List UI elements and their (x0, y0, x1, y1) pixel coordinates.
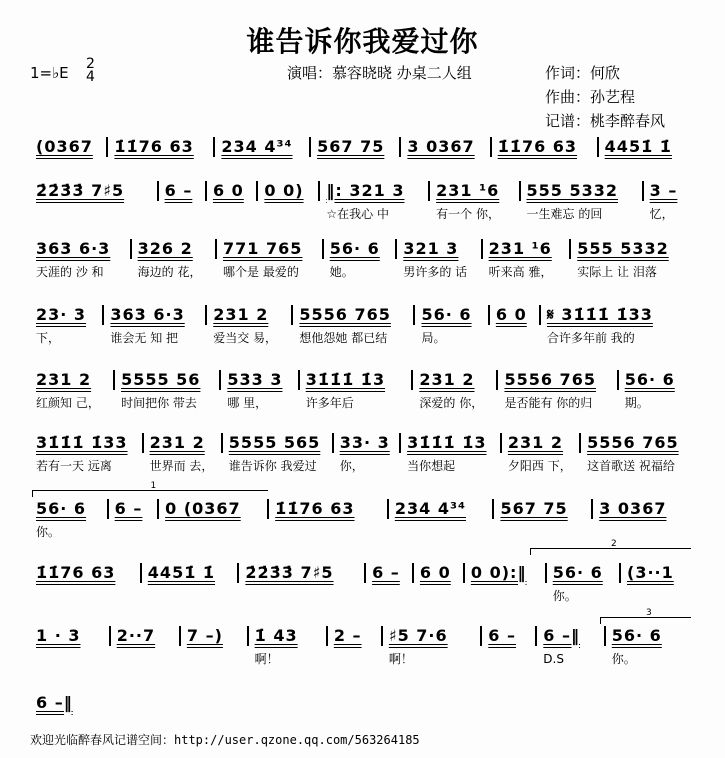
measure (181, 626, 249, 646)
measure-notes: 6 – (164, 181, 193, 200)
composer: 作曲：孙艺程 (545, 88, 636, 106)
measure-notes-box (30, 239, 132, 259)
measure (215, 137, 311, 157)
measure (502, 433, 581, 473)
score-line (30, 137, 690, 157)
measure-notes: 567 75 (317, 137, 385, 156)
measure-notes-box (300, 370, 414, 390)
score-line (30, 563, 690, 603)
measure-notes: 231 2 (419, 370, 475, 389)
measure (249, 626, 328, 666)
measure-notes-box (644, 181, 690, 201)
measure-notes: 5555 56 (121, 370, 201, 389)
measure-notes-box (30, 499, 109, 519)
measure (483, 239, 572, 279)
lyric: ☆在我心 中 (326, 207, 389, 221)
lyric: 当你想起 (407, 459, 456, 473)
measure-notes-box (132, 239, 217, 259)
lyric: 是否能有 你的归 (504, 396, 593, 410)
measure-notes: 231 2 (149, 433, 205, 452)
measure-notes-box (621, 563, 690, 583)
measure (109, 499, 159, 519)
score-line (30, 239, 690, 279)
measure-notes: 234 4³⁴ (394, 499, 466, 518)
measure-notes-box (521, 181, 644, 201)
measure (207, 305, 293, 345)
lyric: 下， (36, 331, 61, 345)
lyric: 深爱的 你， (419, 396, 484, 410)
lyric: 合许多年前 我的 (546, 331, 635, 345)
measure (389, 499, 495, 519)
measure-notes-box (30, 626, 111, 646)
measure-notes-box (207, 305, 293, 325)
measure (30, 626, 111, 646)
measure-notes-box (413, 370, 498, 390)
measure (599, 137, 690, 157)
measure-notes: 3 0367 (599, 499, 667, 518)
measure-notes-box (619, 370, 690, 390)
measure-notes-box (258, 181, 320, 201)
measure (465, 563, 547, 583)
lyric: 天涯的 沙 和 (36, 265, 104, 279)
measure-notes: 6 –‖ (36, 693, 73, 712)
measure-notes-box (606, 626, 690, 646)
measure-notes-box (547, 563, 621, 583)
measure-notes-box (502, 433, 581, 453)
measure (311, 137, 401, 157)
measure-notes: 2̇2̇3̇3̇ 7♯5 (36, 181, 125, 200)
measure-notes: 2̇2̇3̇3̇ 7♯5 (245, 563, 334, 582)
lyric: 夕阳西 下， (507, 459, 572, 473)
measure-notes: 533 3 (227, 370, 283, 389)
measure-notes-box (30, 693, 100, 713)
score-line (30, 305, 690, 345)
measure-notes-box (397, 239, 482, 259)
measure-notes: 567 75 (500, 499, 568, 518)
measure-notes-box (537, 626, 605, 646)
measure (142, 563, 240, 583)
measure (606, 626, 690, 666)
measure-notes-box (207, 181, 258, 201)
lyric: 世界而 去， (149, 459, 214, 473)
measure-notes: ‖: 321 3 (326, 181, 405, 200)
measure-notes-box (30, 370, 115, 390)
measure-notes-box (465, 563, 547, 583)
measure-notes-box (599, 137, 690, 157)
lyric: 许多年后 (305, 396, 354, 410)
measure (217, 239, 324, 279)
measure-notes-box (494, 499, 593, 519)
measure-notes: (3··1 (627, 563, 674, 582)
measure (383, 626, 482, 666)
measure-notes: 1̇ 43 (254, 626, 298, 645)
measure-notes: 326 2 (137, 239, 193, 258)
measure (300, 370, 414, 410)
measure-notes-box (104, 305, 207, 325)
lyric: 听来高 雅， (488, 265, 553, 279)
measure-notes: 0 (0367 (165, 499, 241, 518)
measure (111, 626, 181, 646)
measure-notes: 56· 6 (329, 239, 380, 258)
lyric: 海边的 花， (137, 265, 202, 279)
measure-notes-box (541, 305, 690, 325)
measure (269, 499, 389, 519)
measure-notes: 1̇1̇76 63 (275, 499, 355, 518)
measure-notes: 2··7 (116, 626, 156, 645)
lyric: 红颜知 己， (36, 396, 100, 410)
measure-notes: 56· 6 (36, 499, 87, 518)
measure (30, 563, 142, 583)
lyric: 忆， (649, 207, 674, 221)
measure-notes-box (430, 181, 520, 201)
measure (414, 563, 465, 583)
lyric: 啊！ (254, 652, 279, 666)
measure-notes: 3 0367 (407, 137, 475, 156)
measure-notes: 1̇1̇76 63 (497, 137, 578, 156)
time-bottom: 4 (86, 69, 95, 85)
measure-notes-box (111, 626, 181, 646)
measure (328, 626, 383, 646)
measure-notes-box (581, 433, 690, 453)
lyric: 爱当交 易， (213, 331, 278, 345)
measure (401, 137, 491, 157)
measure-notes: 56· 6 (624, 370, 675, 389)
measure (293, 305, 415, 345)
measure-notes-box (30, 305, 104, 325)
measure (104, 305, 207, 345)
lyric: 她。 (329, 265, 354, 279)
measure (415, 305, 489, 345)
measure-notes: 56· 6 (611, 626, 662, 645)
volta-2-label: 2 (611, 539, 617, 549)
lyric: 想他怨她 都已结 (299, 331, 388, 345)
measure (621, 563, 690, 583)
measure-notes-box (221, 370, 299, 390)
song-title: 谁告诉你我爱过你 (246, 25, 479, 58)
measure-notes: 4451̇ 1̇ (604, 137, 672, 156)
measure (494, 499, 593, 519)
lyric: D.S (543, 652, 564, 666)
measure-notes-box (30, 181, 159, 201)
measure-notes: 33· 3 (339, 433, 390, 452)
volta-3 (600, 608, 691, 624)
measure (258, 181, 320, 201)
measure-notes: 6 –‖ (543, 626, 580, 645)
transcriber: 记谱：桃李醉春风 (545, 112, 666, 130)
measure-notes-box (401, 433, 502, 453)
score-line (30, 626, 690, 666)
measure-notes-box (483, 239, 572, 259)
measure-notes: (0367 (36, 137, 93, 156)
measure-notes-box (215, 137, 311, 157)
score-line (30, 370, 690, 410)
measure (30, 239, 132, 279)
measure (30, 137, 108, 157)
measure-notes: 231 2 (213, 305, 269, 324)
measure-notes: 31̇1̇1̇ 1̇3 (305, 370, 386, 389)
measure-notes: 𝄋 31̇1̇1̇ 1̇33 (546, 305, 653, 324)
measure (482, 626, 537, 646)
measure (498, 370, 618, 410)
lyric: 期。 (624, 396, 649, 410)
lyric: 你。 (552, 589, 577, 603)
lyric: 谁会无 知 把 (110, 331, 179, 345)
measure-notes-box (181, 626, 249, 646)
measure (430, 181, 520, 221)
measure-notes-box (109, 499, 159, 519)
measure-notes-box (144, 433, 223, 453)
measure-notes-box (414, 563, 465, 583)
score-line (30, 499, 690, 539)
measure-notes: 1̇1̇76 63 (36, 563, 116, 582)
measure-notes-box (311, 137, 401, 157)
measure (644, 181, 690, 221)
measure-notes: 234 4³⁴ (221, 137, 293, 156)
score-line (30, 433, 690, 473)
measure-notes: 3 – (649, 181, 678, 200)
measure (581, 433, 690, 473)
measure-notes-box (108, 137, 215, 157)
lyric: 哪 里， (227, 396, 268, 410)
measure-notes-box (383, 626, 482, 646)
measure (30, 181, 159, 201)
measure (144, 433, 223, 473)
measure (320, 181, 430, 221)
singer: 演唱：慕容晓晓 办桌二人组 (287, 64, 472, 82)
volta-1 (32, 481, 268, 497)
measure-notes: 56· 6 (552, 563, 603, 582)
measure (30, 499, 109, 539)
measure-notes: 6 0 (419, 563, 451, 582)
measure-notes-box (334, 433, 401, 453)
measure (30, 433, 144, 473)
measure (334, 433, 401, 473)
lyric: 若有一天 远离 (36, 459, 112, 473)
measure (571, 239, 690, 279)
measure-notes: 555 5332 (526, 181, 618, 200)
measure-notes-box (328, 626, 383, 646)
measure (619, 370, 690, 410)
score-line (30, 693, 100, 713)
lyric: 男许多的 话 (403, 265, 468, 279)
measure-notes-box (159, 181, 207, 201)
footer-text: 欢迎光临醉春风记谱空间：http://user.qzone.qq.com/563264185 (30, 733, 420, 747)
measure (239, 563, 366, 583)
measure-notes: 2 – (333, 626, 362, 645)
measure-notes-box (498, 370, 618, 390)
time-top: 2 (86, 56, 95, 72)
measure-notes: 6 0 (495, 305, 527, 324)
key-signature: 1=♭E (30, 64, 69, 82)
measure-notes-box (492, 137, 599, 157)
measure (108, 137, 215, 157)
measure-notes: 0 0) (264, 181, 304, 200)
measure-notes-box (30, 433, 144, 453)
measure-notes: 231 ¹6 (436, 181, 500, 200)
lyric: 你。 (611, 652, 636, 666)
measure-notes: 31̇1̇1̇ 1̇3 (407, 433, 487, 452)
measure-notes-box (249, 626, 328, 646)
measure-notes-box (223, 433, 334, 453)
measure (159, 181, 207, 201)
measure-notes: 1 · 3 (36, 626, 81, 645)
measure (401, 433, 502, 473)
measure-notes: 363 6·3 (36, 239, 111, 258)
measure-notes-box (217, 239, 324, 259)
time-signature (86, 58, 95, 84)
measure (397, 239, 482, 279)
measure-notes-box (366, 563, 414, 583)
measure (490, 305, 541, 325)
measure-notes-box (401, 137, 491, 157)
lyric: 局。 (421, 331, 446, 345)
measure-notes-box (159, 499, 269, 519)
measure-notes-box (30, 137, 108, 157)
measure-notes: ♯5 7·6 (388, 626, 448, 645)
measure-notes: 231 2 (507, 433, 564, 452)
measure-notes-box (320, 181, 430, 201)
measure-notes: 23· 3 (36, 305, 87, 324)
lyric: 哪个是 最爱的 (223, 265, 299, 279)
measure (366, 563, 414, 583)
lyric: 这首歌送 祝福给 (587, 459, 675, 473)
lyric: 时间把你 带去 (121, 396, 197, 410)
measure-notes: 31̇1̇1̇ 1̇33 (36, 433, 128, 452)
measure-notes: 6 – (114, 499, 143, 518)
measure-notes: 4451̇ 1̇ (147, 563, 216, 582)
measure-notes: 56· 6 (421, 305, 472, 324)
measure-notes: 6 – (488, 626, 516, 645)
volta-2 (530, 539, 691, 555)
measure (132, 239, 217, 279)
measure (159, 499, 269, 519)
lyric: 你。 (36, 525, 61, 539)
lyric: 实际上 让 泪落 (577, 265, 657, 279)
lyric: 一生难忘 的回 (526, 207, 603, 221)
measure-notes: 555 5332 (577, 239, 669, 258)
measure-notes-box (415, 305, 489, 325)
measure-notes-box (239, 563, 366, 583)
measure (324, 239, 398, 279)
measure (521, 181, 644, 221)
measure-notes: 231 ¹6 (488, 239, 552, 258)
measure (492, 137, 599, 157)
measure (593, 499, 690, 519)
measure-notes-box (571, 239, 690, 259)
measure-notes: 6 – (372, 563, 400, 582)
lyric: 谁告诉你 我爱过 (228, 459, 317, 473)
measure (115, 370, 221, 410)
measure-notes: 5555 565 (228, 433, 321, 452)
lyric: 有一个 你， (436, 207, 500, 221)
measure (221, 370, 299, 410)
score-line (30, 181, 690, 221)
measure-notes-box (324, 239, 398, 259)
measure-notes: 5556 765 (299, 305, 391, 324)
measure (30, 370, 115, 410)
volta-1-label: 1 (150, 481, 157, 491)
measure-notes-box (593, 499, 690, 519)
volta-3-label: 3 (646, 608, 652, 618)
measure-notes-box (293, 305, 415, 325)
measure-notes: 6 0 (212, 181, 244, 200)
measure (30, 693, 100, 713)
measure (537, 626, 605, 666)
measure (541, 305, 690, 345)
measure-notes-box (142, 563, 240, 583)
measure (30, 305, 104, 345)
measure-notes: 231 2 (36, 370, 92, 389)
measure-notes: 0 0):‖ (470, 563, 527, 582)
measure-notes: 1̇1̇76 63 (114, 137, 194, 156)
lyricist: 作词：何欣 (545, 64, 621, 82)
measure-notes-box (482, 626, 537, 646)
measure-notes: 5556 765 (587, 433, 679, 452)
measure-notes: 7 –) (186, 626, 223, 645)
measure-notes: 771 765 (223, 239, 303, 258)
measure (547, 563, 621, 603)
measure-notes-box (389, 499, 495, 519)
measure-notes: 321 3 (403, 239, 459, 258)
lyric: 你， (339, 459, 364, 473)
measure-notes: 5556 765 (504, 370, 596, 389)
measure-notes-box (269, 499, 389, 519)
measure-notes-box (30, 563, 142, 583)
measure-notes-box (115, 370, 221, 390)
measure-notes-box (490, 305, 541, 325)
measure (413, 370, 498, 410)
lyric: 啊！ (388, 652, 413, 666)
measure (223, 433, 334, 473)
measure (207, 181, 258, 201)
measure-notes: 363 6·3 (110, 305, 185, 324)
